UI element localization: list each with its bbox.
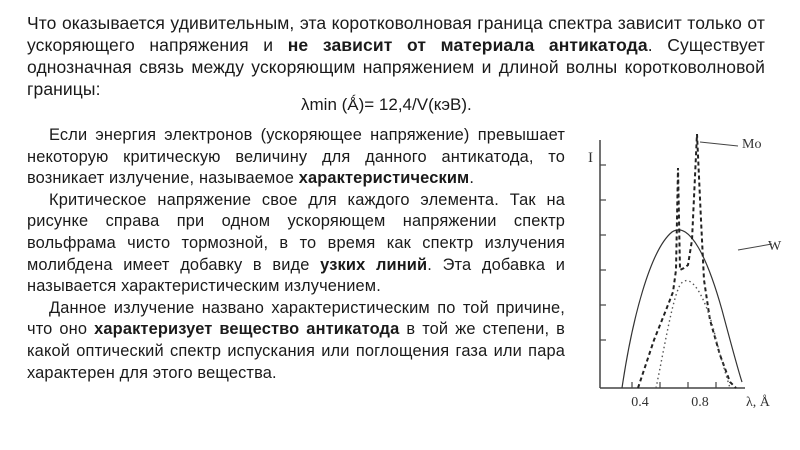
paragraph-2-text: Критическое напряжение свое для каждого элемента. Так на рисунке справа при одном ускоряющем напряжении спектр вольфрама чисто тормозной, в то время как спектр излучения молибдена имеет добавку в виде <box>27 190 565 274</box>
paragraph-3-text: Данное излучение названо характеристическим по той причине, что оно <box>27 298 565 339</box>
x-tick-label-04: 0.4 <box>631 395 649 410</box>
paragraph-3-end: в той же степени, в какой оптический спектр испускания или поглощения газа или пара характерен для этого вещества. <box>27 320 565 382</box>
intro-text: Что оказывается удивительным, эта коротковолновая граница спектра зависит только от ускоряющего напряжения и <box>27 13 765 55</box>
body-text <box>27 125 565 384</box>
paragraph-1-text: Если энергия электронов (ускоряющее напряжение) превышает некоторую критическую величину для данного антикатода, то возникает излучение, называемое <box>27 126 565 188</box>
spectrum-figure <box>580 120 795 420</box>
mo-label: Mo <box>742 137 762 152</box>
intro-paragraph <box>27 12 765 100</box>
y-ticks <box>600 165 606 340</box>
paragraph-3-emphasis: характеризует вещество антикатода <box>94 320 400 339</box>
w-label: W <box>768 239 782 254</box>
x-axis-label: λ, Å <box>746 395 770 410</box>
w-leader <box>738 244 772 250</box>
dotted-curve <box>656 281 730 388</box>
x-ticks <box>632 382 716 388</box>
paragraph-2-end: . Эта добавка и называется характеристическим излучением. <box>27 255 566 296</box>
paragraph-3 <box>27 298 565 384</box>
x-tick-label-08: 0.8 <box>691 395 709 410</box>
paragraph-1-end: . <box>469 169 475 188</box>
formula: λmin (Ǻ)= 12,4/V(кэВ). <box>301 95 472 114</box>
intro-emphasis: не зависит от материала антикатода <box>287 35 648 55</box>
paragraph-2-emphasis: узких линий <box>320 255 428 274</box>
intro-text-end: . Существует однозначная связь между ускоряющим напряжением и длиной волны коротковолновой границы: <box>27 35 765 99</box>
y-axis-label: I <box>588 150 593 166</box>
mo-leader <box>700 142 738 146</box>
paragraph-1 <box>27 125 565 190</box>
paragraph-1-emphasis: характеристическим <box>298 169 470 188</box>
paragraph-2 <box>27 190 565 298</box>
